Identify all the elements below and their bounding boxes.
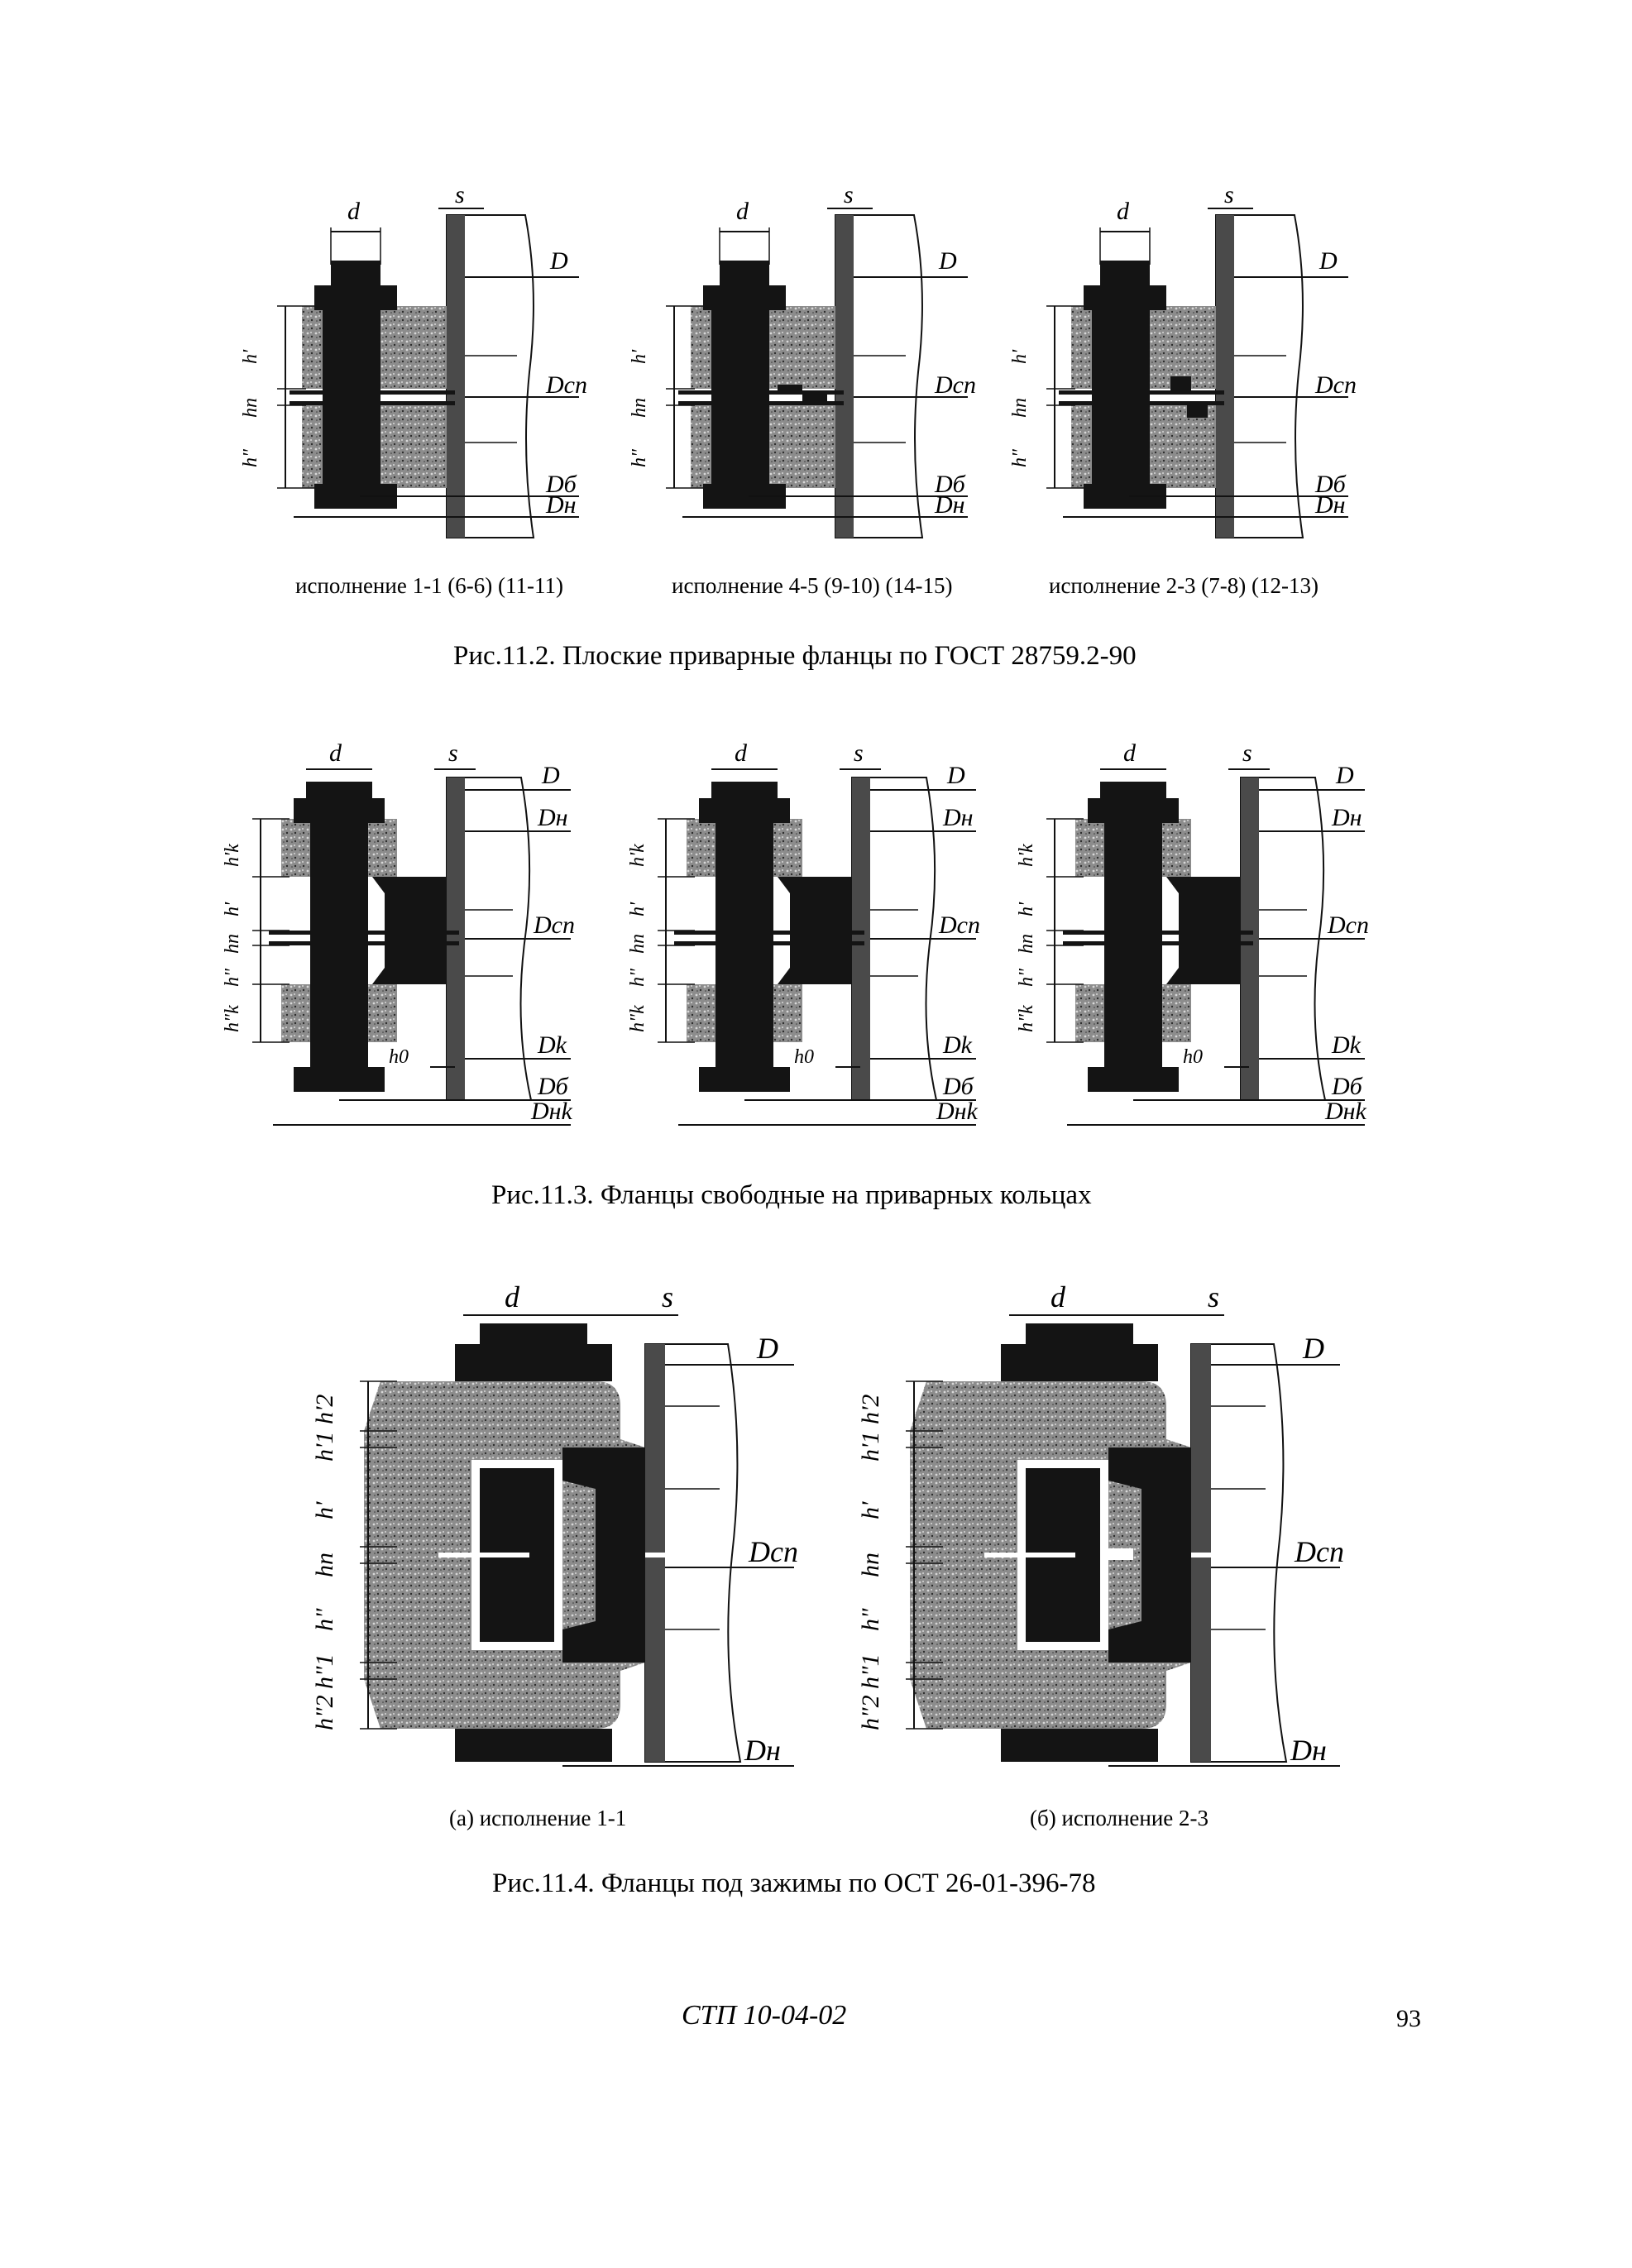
label-D6: Dб: [538, 1073, 568, 1100]
label-Dn: Dн: [1290, 1734, 1327, 1767]
label-hk1: h'k: [1016, 844, 1037, 867]
label-D: D: [1336, 762, 1354, 789]
label-h1a: h'1: [857, 1431, 884, 1462]
fig-11-2-variant-1-caption: исполнение 1-1 (6-6) (11-11): [295, 573, 563, 598]
label-Dn: Dн: [1315, 491, 1346, 519]
label-h1: h': [240, 349, 261, 364]
label-h2b: h"2: [857, 1695, 884, 1730]
fig-11-2-variant-2-drawing: [629, 181, 993, 562]
label-h1: h': [1016, 902, 1037, 916]
label-Dcn: Dсп: [534, 912, 575, 939]
label-Dcn: Dсп: [935, 371, 976, 399]
label-d: d: [329, 739, 342, 767]
fig-11-4-caption: Рис.11.4. Фланцы под зажимы по ОСТ 26-01-396-78: [492, 1868, 1096, 1898]
label-Dn: Dн: [1332, 804, 1362, 831]
label-Dnk: Dнk: [531, 1098, 572, 1125]
label-Dn: Dн: [538, 804, 568, 831]
label-D: D: [939, 247, 957, 275]
label-Dcn: Dсп: [939, 912, 980, 939]
label-Dcn: Dсп: [546, 371, 587, 399]
label-D6: Dб: [935, 471, 965, 498]
label-h0: h0: [389, 1046, 409, 1068]
label-hn: hп: [311, 1553, 338, 1577]
label-hn: hп: [629, 398, 650, 418]
fig-11-2-variant-1-drawing: [240, 181, 604, 562]
label-Dcn: Dсп: [1315, 371, 1357, 399]
label-d: d: [736, 198, 749, 225]
label-d: d: [1051, 1280, 1065, 1313]
label-d: d: [735, 739, 747, 767]
label-Dcn: Dсп: [1328, 912, 1369, 939]
label-d: d: [347, 198, 360, 225]
fig-11-2-variant-3-caption: исполнение 2-3 (7-8) (12-13): [1049, 573, 1319, 598]
label-h2: h": [629, 448, 650, 467]
document-code: СТП 10-04-02: [682, 2000, 847, 2031]
label-hk2: h"k: [627, 1005, 648, 1032]
label-d: d: [505, 1280, 519, 1313]
fig-11-2-caption: Рис.11.2. Плоские приварные фланцы по ГОСТ 28759.2-90: [453, 641, 1137, 671]
label-Dk: Dk: [943, 1031, 972, 1059]
label-s: s: [844, 181, 854, 208]
fig-11-4-variant-b-caption: (б) исполнение 2-3: [1030, 1806, 1209, 1830]
label-Dk: Dk: [1332, 1031, 1361, 1059]
label-D: D: [947, 762, 965, 789]
page-number: 93: [1396, 2005, 1421, 2032]
label-D: D: [1303, 1332, 1324, 1365]
label-hn: hп: [240, 398, 261, 418]
label-hn: hп: [627, 934, 648, 954]
label-hk2: h"k: [222, 1005, 243, 1032]
fig-11-4-variant-a-caption: (а) исполнение 1-1: [449, 1806, 627, 1830]
label-D6: Dб: [1315, 471, 1346, 498]
label-h1: h': [627, 902, 648, 916]
label-s: s: [854, 739, 864, 767]
label-D: D: [550, 247, 568, 275]
label-h2: h": [311, 1608, 338, 1631]
label-h2: h": [1016, 968, 1037, 987]
label-d: d: [1123, 739, 1136, 767]
label-s: s: [1242, 739, 1252, 767]
label-s: s: [1224, 181, 1234, 208]
label-Dk: Dk: [538, 1031, 567, 1059]
label-h2b: h"2: [311, 1695, 338, 1730]
fig-11-3-variant-2-drawing: [629, 736, 1001, 1150]
label-Dn: Dн: [546, 491, 577, 519]
label-s: s: [662, 1280, 674, 1313]
label-h2: h": [857, 1608, 884, 1631]
label-h2: h": [222, 968, 243, 987]
label-h1: h': [311, 1501, 338, 1519]
label-D6: Dб: [943, 1073, 974, 1100]
fig-11-3-caption: Рис.11.3. Фланцы свободные на приварных кольцах: [491, 1180, 1092, 1210]
label-d: d: [1117, 198, 1129, 225]
label-D: D: [757, 1332, 778, 1365]
label-h1b: h"1: [311, 1653, 338, 1689]
label-Dn: Dн: [943, 804, 974, 831]
fig-11-2-variant-2-caption: исполнение 4-5 (9-10) (14-15): [672, 573, 953, 598]
label-D: D: [542, 762, 560, 789]
label-h2: h": [240, 448, 261, 467]
label-hn: hп: [222, 934, 243, 954]
label-Dn: Dн: [744, 1734, 781, 1767]
label-h1: h': [857, 1501, 884, 1519]
label-h1: h': [222, 902, 243, 916]
label-h1a: h'1: [311, 1431, 338, 1462]
fig-11-3-variant-3-drawing: [1017, 736, 1390, 1150]
label-h0: h0: [794, 1046, 814, 1068]
label-h0: h0: [1183, 1046, 1203, 1068]
label-Dnk: Dнk: [1325, 1098, 1366, 1125]
label-hn: hп: [1009, 398, 1031, 418]
label-h2a: h'2: [857, 1394, 884, 1424]
label-hk1: h'k: [222, 844, 243, 867]
fig-11-4-variant-b-drawing: [857, 1280, 1373, 1787]
label-hn: hп: [1016, 934, 1037, 954]
label-hk1: h'k: [627, 844, 648, 867]
label-h2: h": [627, 968, 648, 987]
label-s: s: [1208, 1280, 1220, 1313]
fig-11-4-variant-a-drawing: [311, 1280, 827, 1787]
label-D: D: [1319, 247, 1338, 275]
label-h2a: h'2: [311, 1394, 338, 1424]
label-Dcn: Dсп: [749, 1535, 798, 1568]
label-s: s: [455, 181, 465, 208]
label-hk2: h"k: [1016, 1005, 1037, 1032]
fig-11-2-variant-3-drawing: [1009, 181, 1373, 562]
fig-11-3-variant-1-drawing: [223, 736, 596, 1150]
label-Dn: Dн: [935, 491, 965, 519]
label-h1: h': [629, 349, 650, 364]
label-h2: h": [1009, 448, 1031, 467]
label-D6: Dб: [546, 471, 577, 498]
label-Dcn: Dсп: [1295, 1535, 1344, 1568]
label-s: s: [448, 739, 458, 767]
label-h1b: h"1: [857, 1653, 884, 1689]
label-D6: Dб: [1332, 1073, 1362, 1100]
label-hn: hп: [857, 1553, 884, 1577]
label-h1: h': [1009, 349, 1031, 364]
label-Dnk: Dнk: [936, 1098, 978, 1125]
